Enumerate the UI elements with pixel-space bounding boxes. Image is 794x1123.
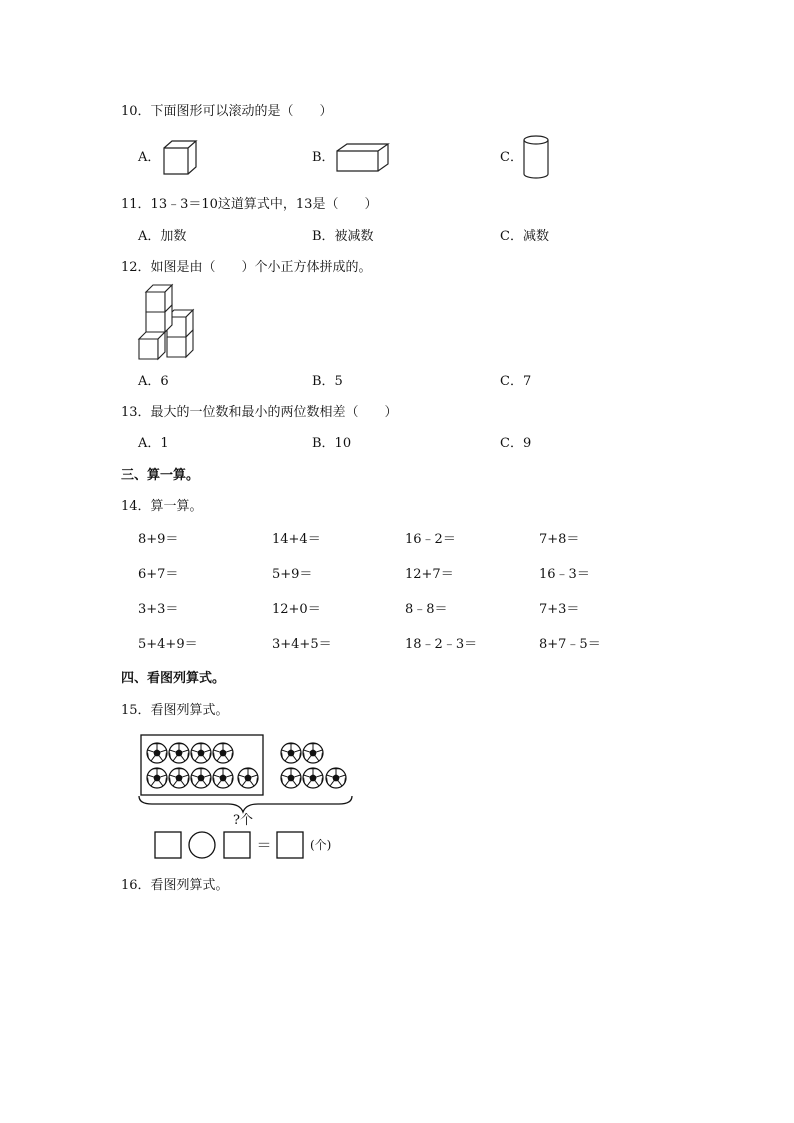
calc-item: 16﹣2＝ xyxy=(405,532,456,547)
calc-item: 12+7＝ xyxy=(405,567,454,582)
q10-option-b-label: B． xyxy=(312,150,335,165)
soccer-ball-icon xyxy=(169,768,189,788)
q16-stem: 16．看图列算式。 xyxy=(121,878,229,893)
soccer-ball-icon xyxy=(213,768,233,788)
calc-item: 3+4+5＝ xyxy=(272,637,332,652)
q13-option-c: C．9 xyxy=(500,436,532,451)
soccer-ball-icon xyxy=(281,768,301,788)
q12-option-a: A．6 xyxy=(138,374,169,389)
soccer-ball-icon xyxy=(238,768,258,788)
stacked-cubes-figure xyxy=(136,280,198,370)
answer-box-2 xyxy=(224,832,250,858)
brace-label: ?个 xyxy=(233,813,253,828)
q10-option-c-label: C． xyxy=(500,150,523,165)
q14-stem: 14．算一算。 xyxy=(121,499,203,514)
q11-option-b: B．被减数 xyxy=(312,229,374,244)
cylinder-figure xyxy=(522,134,552,180)
q13-stem: 13．最大的一位数和最小的两位数相差（ ） xyxy=(121,405,398,420)
q12-option-b: B．5 xyxy=(312,374,343,389)
answer-box-3 xyxy=(277,832,303,858)
calc-item: 8+9＝ xyxy=(138,532,179,547)
cuboid-figure xyxy=(334,142,394,174)
calc-item: 5+4+9＝ xyxy=(138,637,198,652)
calc-item: 8﹣8＝ xyxy=(405,602,448,617)
soccer-ball-icon xyxy=(326,768,346,788)
soccer-ball-icon xyxy=(281,743,301,763)
q10-option-a-label: A． xyxy=(138,150,161,165)
soccer-ball-icon xyxy=(147,768,167,788)
calc-item: 6+7＝ xyxy=(138,567,179,582)
section-4-heading: 四、看图列算式。 xyxy=(121,671,226,686)
q15-stem: 15．看图列算式。 xyxy=(121,703,229,718)
section-3-heading: 三、算一算。 xyxy=(121,468,200,483)
soccer-ball-icon xyxy=(191,768,211,788)
q10-stem: 10．下面图形可以滚动的是（ ） xyxy=(121,104,333,119)
answer-box-1 xyxy=(155,832,181,858)
calc-item: 12+0＝ xyxy=(272,602,321,617)
q11-stem: 11．13﹣3＝10这道算式中，13是（ ） xyxy=(121,197,378,212)
soccer-ball-icon xyxy=(191,743,211,763)
q12-option-c: C．7 xyxy=(500,374,532,389)
q11-option-c: C．减数 xyxy=(500,229,549,244)
calc-item: 7+3＝ xyxy=(539,602,580,617)
calc-item: 3+3＝ xyxy=(138,602,179,617)
q11-option-a: A．加数 xyxy=(138,229,187,244)
calc-item: 8+7﹣5＝ xyxy=(539,637,601,652)
q12-stem: 12．如图是由（ ）个小正方体拼成的。 xyxy=(121,260,372,275)
calc-item: 16﹣3＝ xyxy=(539,567,590,582)
q13-option-a: A．1 xyxy=(138,436,169,451)
soccer-ball-icon xyxy=(169,743,189,763)
soccer-ball-figure xyxy=(136,734,356,862)
cube-figure xyxy=(160,138,200,178)
calc-item: 7+8＝ xyxy=(539,532,580,547)
unit-label: (个) xyxy=(310,838,332,852)
calc-item: 18﹣2﹣3＝ xyxy=(405,637,478,652)
equals-sign: ＝ xyxy=(256,836,272,854)
calc-item: 5+9＝ xyxy=(272,567,313,582)
calc-item: 14+4＝ xyxy=(272,532,321,547)
soccer-ball-icon xyxy=(213,743,233,763)
soccer-ball-icon xyxy=(147,743,167,763)
q13-option-b: B．10 xyxy=(312,436,352,451)
soccer-ball-icon xyxy=(303,743,323,763)
brace xyxy=(139,796,352,812)
soccer-ball-icon xyxy=(303,768,323,788)
operator-circle xyxy=(189,832,215,858)
